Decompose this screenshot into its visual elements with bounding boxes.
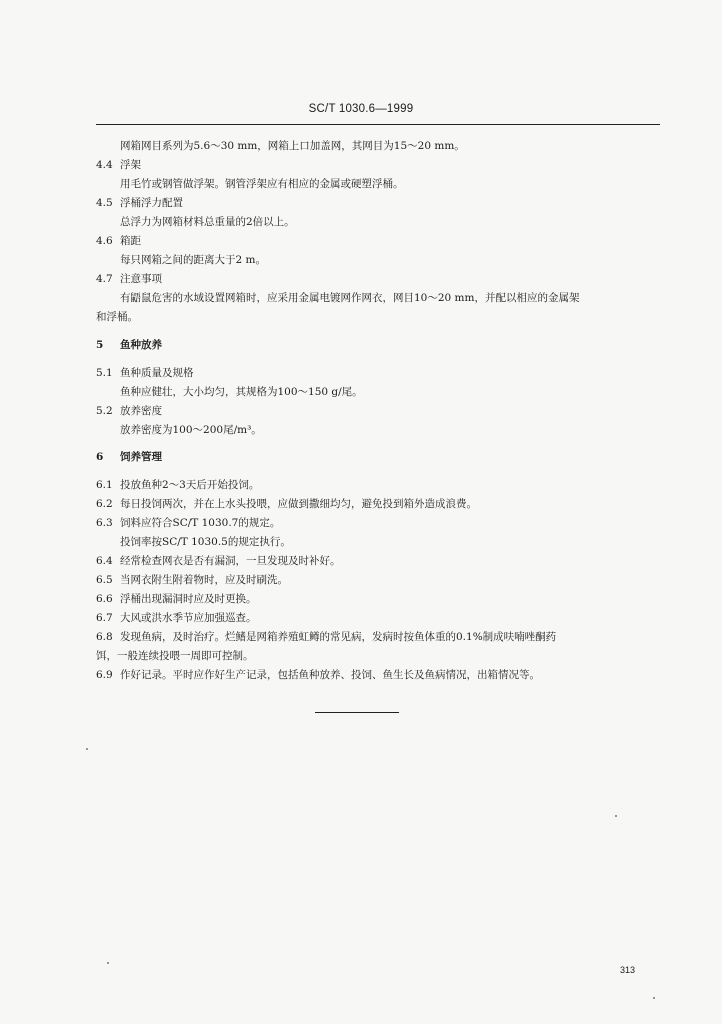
scan-speck <box>653 997 655 999</box>
item-6-7: 6.7 大风或洪水季节应加强巡查。 <box>96 612 257 624</box>
page-number: 313 <box>620 965 636 975</box>
text-line: 鱼种应健壮，大小均匀，其规格为100～150 g/尾。 <box>120 386 363 398</box>
text-line: 和浮桶。 <box>96 311 138 323</box>
item-6-1: 6.1 投放鱼种2～3天后开始投饲。 <box>96 479 260 491</box>
section-heading-4-5: 4.5 浮桶浮力配置 <box>96 197 183 209</box>
item-6-4: 6.4 经常检查网衣是否有漏洞，一旦发现及时补好。 <box>96 555 341 567</box>
item-6-3: 6.3 饲料应符合SC/T 1030.7的规定。 <box>96 517 281 529</box>
text-line: 网箱网目系列为5.6～30 mm，网箱上口加盖网，其网目为15～20 mm。 <box>120 140 465 152</box>
item-6-5: 6.5 当网衣附生附着物时，应及时刷洗。 <box>96 574 288 586</box>
item-6-2: 6.2 每日投饲两次，并在上水头投喂，应做到撒细均匀，避免投到箱外造成浪费。 <box>96 498 477 510</box>
item-6-9: 6.9 作好记录。平时应作好生产记录，包括鱼种放养、投饲、鱼生长及鱼病情况，出箱情况等。 <box>96 669 540 681</box>
standard-code-header: SC/T 1030.6—1999 <box>308 103 414 115</box>
item-6-8: 6.8 发现鱼病，及时治疗。烂鳍是网箱养殖虹鳟的常见病，发病时按鱼体重的0.1%制成呋喃唑酮药 <box>96 631 557 643</box>
text-line: 每只网箱之间的距离大于2 m。 <box>120 254 266 266</box>
text-line: 有鼯鼠危害的水域设置网箱时，应采用金属电镀网作网衣，网目10～20 mm，并配以相应的金属架 <box>120 292 580 304</box>
item-6-6: 6.6 浮桶出现漏洞时应及时更换。 <box>96 593 257 605</box>
section-heading-5-2: 5.2 放养密度 <box>96 405 162 417</box>
header-divider <box>96 124 660 125</box>
text-line: 用毛竹或钢管做浮架。钢管浮架应有相应的金属或硬塑浮桶。 <box>120 178 404 190</box>
scan-speck <box>86 748 88 750</box>
scan-speck <box>107 962 109 964</box>
text-line: 放养密度为100～200尾/m³。 <box>120 424 262 436</box>
text-line: 投饲率按SC/T 1030.5的规定执行。 <box>120 536 291 548</box>
end-of-text-rule <box>315 712 399 713</box>
chapter-heading-5: 5 鱼种放养 <box>96 339 162 351</box>
text-line: 饵，一般连续投喂一周即可控制。 <box>96 650 254 662</box>
section-heading-4-7: 4.7 注意事项 <box>96 273 162 285</box>
scan-speck <box>615 815 617 817</box>
section-heading-4-6: 4.6 箱距 <box>96 235 141 247</box>
text-line: 总浮力为网箱材料总重量的2倍以上。 <box>120 216 295 228</box>
section-heading-5-1: 5.1 鱼种质量及规格 <box>96 367 194 379</box>
section-heading-4-4: 4.4 浮架 <box>96 159 141 171</box>
chapter-heading-6: 6 饲养管理 <box>96 451 162 463</box>
